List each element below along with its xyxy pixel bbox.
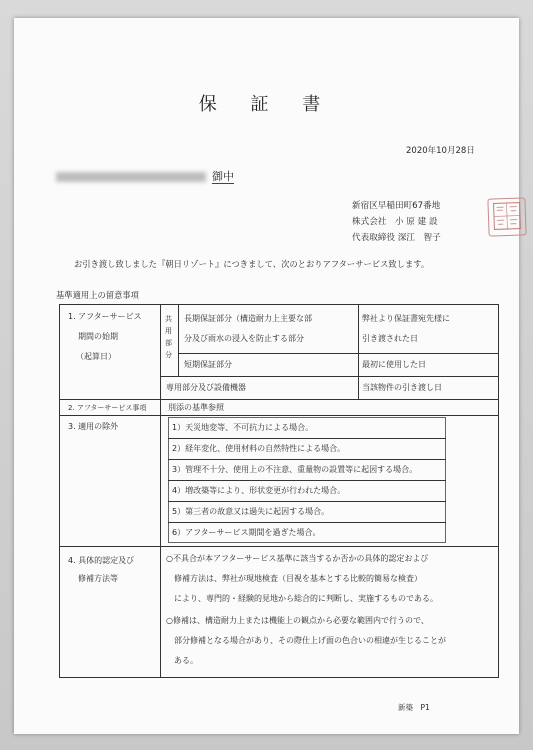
row1-label: （起算日） xyxy=(76,352,116,361)
row-divider xyxy=(60,399,498,400)
long-part-start: 引き渡された日 xyxy=(362,334,418,343)
seal-icon xyxy=(491,200,522,231)
exclusion-item: 6）アフターサービス期間を過ぎた場合。 xyxy=(172,528,321,537)
section-label: 基準適用上の留意事項 xyxy=(56,290,139,300)
exclusion-divider xyxy=(168,522,446,523)
row1-label: 期間の始期 xyxy=(78,332,118,341)
row3-label: 3. 適用の除外 xyxy=(68,422,119,431)
private-part-start: 当該物件の引き渡し日 xyxy=(362,383,442,392)
exclusion-item: 1）天災地変等、不可抗力による場合。 xyxy=(172,423,314,432)
row-divider xyxy=(60,546,498,547)
exclusion-divider xyxy=(168,459,446,460)
exclusion-divider xyxy=(168,480,446,481)
document-title: 保 証 書 xyxy=(198,94,335,115)
row1-label: 1. アフターサービス xyxy=(68,312,142,321)
addressee-suffix: 御中 xyxy=(212,170,234,183)
exclusion-item: 4）増改築等により、形状変更が行われた場合。 xyxy=(172,486,346,495)
exclusion-item: 3）管理不十分、使用上の不注意、重量物の設置等に起因する場合。 xyxy=(172,465,418,474)
row2-value: 別添の基準参照 xyxy=(168,403,224,412)
column-divider xyxy=(160,305,161,677)
row4-label: 4. 具体的認定及び xyxy=(68,556,135,565)
long-part-start: 弊社より保証書宛先様に xyxy=(362,314,450,323)
page-footer: 新築 P1 xyxy=(398,703,430,712)
private-part-label: 専用部分及び設備機器 xyxy=(166,383,246,392)
inner-divider xyxy=(178,353,498,354)
issuer-representative: 代表取締役 深江 智子 xyxy=(352,233,441,243)
procedure-line: 修補方法は、弊社が現地検査（目視を基本とする比較的簡易な検査） xyxy=(166,574,422,583)
addressee xyxy=(56,168,234,184)
issuer-block xyxy=(352,198,441,246)
company-seal-stamp xyxy=(487,197,526,236)
procedure-line: ある。 xyxy=(166,656,198,665)
exclusion-item: 5）第三者の故意又は過失に起因する場合。 xyxy=(172,507,330,516)
issue-date: 2020年10月28日 xyxy=(406,146,475,156)
warranty-document xyxy=(14,18,519,734)
issuer-company: 株式会社 小 原 建 設 xyxy=(352,217,438,227)
intro-text: お引き渡し致しました『朝日リゾート』につきまして、次のとおりアフターサービス致します。 xyxy=(74,259,430,269)
shared-part-label: 共 用 部 分 xyxy=(165,315,172,359)
inner-divider xyxy=(178,305,179,376)
inner-divider xyxy=(160,376,498,377)
inner-divider xyxy=(358,305,359,399)
procedure-line: により、専門的・経験的見地から総合的に判断し、実施するものである。 xyxy=(166,594,438,603)
issuer-address: 新宿区早稲田町67番地 xyxy=(352,201,441,211)
short-part-start: 最初に使用した日 xyxy=(362,360,426,369)
procedure-line: 部分修補となる場合があり、その際仕上げ面の色合いの相違が生じることが xyxy=(166,636,446,645)
row2-label: 2. アフターサービス事項 xyxy=(68,404,147,412)
long-part-label: 長期保証部分（構造耐力上主要な部 xyxy=(184,314,312,323)
redacted-name xyxy=(56,172,206,182)
row-divider xyxy=(60,415,498,416)
exclusion-divider xyxy=(168,501,446,502)
warranty-table xyxy=(59,304,499,678)
row4-label: 修補方法等 xyxy=(78,574,118,583)
long-part-label: 分及び雨水の浸入を防止する部分 xyxy=(184,334,304,343)
procedure-line: ○不具合が本アフターサービス基準に該当するか否かの具体的認定および xyxy=(166,554,429,563)
exclusion-divider xyxy=(168,438,446,439)
exclusion-item: 2）経年変化、使用材料の自然特性による場合。 xyxy=(172,444,346,453)
short-part-label: 短期保証部分 xyxy=(184,360,232,369)
procedure-line: ○修補は、構造耐力上または機能上の観点から必要な範囲内で行うので、 xyxy=(166,616,429,625)
